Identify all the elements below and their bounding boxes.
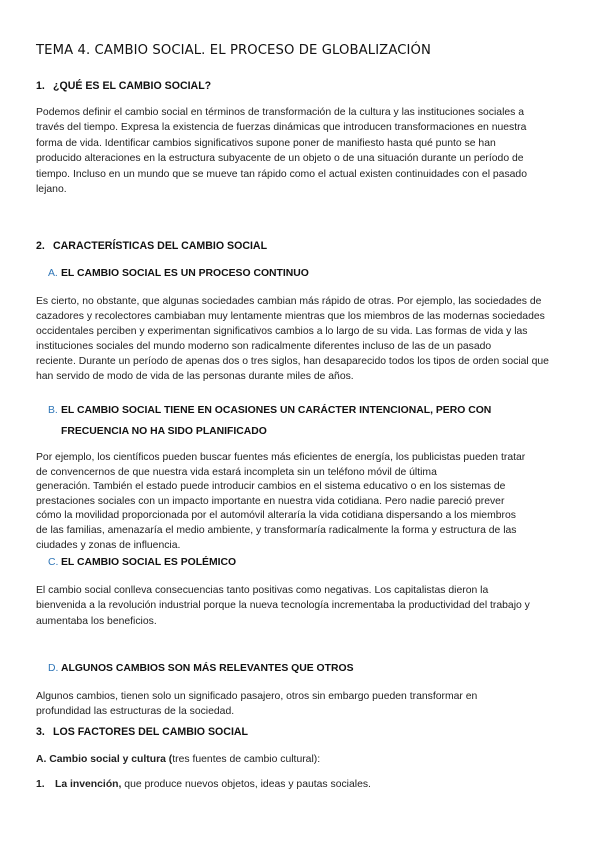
section-3-number: 3.	[36, 726, 45, 738]
list-item-number: 1.	[36, 779, 45, 790]
subsection-d-letter: D.	[48, 663, 59, 674]
paragraph-line: Es cierto, no obstante, que algunas sociedades cambian más rápido de otras. Por ejemplo, las sociedades de	[36, 296, 542, 307]
section-1-heading	[36, 80, 211, 92]
paragraph-line: bienvenida a la revolución industrial porque la nueva tecnología incrementaba la productividad del trabajo y	[36, 600, 530, 612]
paragraph-line: ciudades y zonas de influencia.	[36, 539, 181, 551]
paragraph-line: han servido de modo de vida de las personas durante miles de años.	[36, 371, 354, 383]
paragraph-line: través del tiempo. Expresa la existencia de fuerzas dinámicas que introducen transformaciones en nuestra	[36, 122, 527, 134]
section-2-number: 2.	[36, 240, 45, 252]
paragraph-line: tiempo. Incluso en un mundo que se mueve tan rápido como el actual existen continuidades con el pasado	[36, 168, 527, 180]
invencion-label: La invención,	[55, 779, 122, 790]
subsection-c-letter: C.	[48, 557, 59, 568]
cambio-social-cultura-label: A. Cambio social y cultura (	[36, 754, 173, 765]
paragraph-line: prestaciones sociales con un impacto importante en nuestra vida cotidiana. Pero nadie pareció prever	[36, 495, 505, 507]
paragraph-line: lejano.	[36, 184, 67, 196]
subsection-b-title: EL CAMBIO SOCIAL TIENE EN OCASIONES UN CARÁCTER INTENCIONAL, PERO CON	[61, 405, 492, 416]
paragraph-line: Por ejemplo, los científicos pueden buscar fuentes más eficientes de energía, los publicistas pueden tratar	[36, 452, 526, 463]
section-3-heading	[36, 726, 248, 738]
subsection-d-paragraph	[36, 689, 566, 720]
paragraph-line: de las familias, amenazaría el medio ambiente, y transformaría radicalmente la forma y estructura de las	[36, 524, 517, 536]
subsection-d-heading	[48, 663, 354, 674]
subsection-c-title: EL CAMBIO SOCIAL ES POLÉMICO	[61, 557, 237, 568]
paragraph-line: de convencernos de que nuestra vida estará incompleta sin un teléfono móvil de última	[36, 466, 437, 478]
document-title: TEMA 4. CAMBIO SOCIAL. EL PROCESO DE GLOBALIZACIÓN	[36, 43, 431, 58]
subsection-b-heading-line2: FRECUENCIA NO HA SIDO PLANIFICADO	[61, 426, 267, 437]
paragraph-line: instituciones sociales del mundo moderno son radicalmente diferentes incluso de las de un pasado	[36, 341, 492, 353]
subsection-a-heading	[48, 268, 309, 279]
section-2-title: CARACTERÍSTICAS DEL CAMBIO SOCIAL	[53, 240, 268, 252]
list-item-invencion	[36, 777, 566, 792]
paragraph-line: profundidad las estructuras de la sociedad.	[36, 706, 235, 718]
section-3-title: LOS FACTORES DEL CAMBIO SOCIAL	[53, 726, 249, 738]
paragraph-line: occidentales perciben y experimentan significativos cambios a lo largo de su vida. Las formas de vida y las	[36, 326, 528, 338]
cambio-social-cultura-rest: tres fuentes de cambio cultural):	[172, 754, 321, 765]
section-1-number: 1.	[36, 80, 45, 92]
paragraph-line: aumentaba los beneficios.	[36, 615, 157, 627]
paragraph-line: cómo la movilidad proporcionada por el automóvil alteraría la vida cotidiana dispersando a los miembros	[36, 510, 516, 522]
section-1-title: ¿QUÉ ES EL CAMBIO SOCIAL?	[53, 80, 212, 92]
paragraph-line: forma de vida. Identificar cambios significativos supone poner de manifiesto hasta qué punto se han	[36, 137, 496, 149]
invencion-text: que produce nuevos objetos, ideas y pautas sociales.	[121, 779, 371, 790]
section-2-heading	[36, 240, 267, 252]
subsection-d-title: ALGUNOS CAMBIOS SON MÁS RELEVANTES QUE OTROS	[61, 663, 354, 674]
subsection-a-paragraph	[36, 294, 566, 385]
section-1-paragraph	[36, 105, 566, 197]
subsection-c-heading	[48, 557, 236, 568]
subsection-a-title: EL CAMBIO SOCIAL ES UN PROCESO CONTINUO	[61, 268, 309, 279]
paragraph-line: cazadores y recolectores cambiaban muy lentamente mientras que los miembros de las modernas sociedades	[36, 311, 545, 323]
paragraph-line: generación. También el estado puede introducir cambios en el sistema educativo o en los sistemas de	[36, 481, 506, 493]
section-3-subheading	[36, 752, 566, 767]
paragraph-line: producido alteraciones en la estructura subyacente de un objeto o de una situación durante un período de	[36, 153, 524, 165]
subsection-c-paragraph	[36, 583, 566, 629]
subsection-b-paragraph	[36, 451, 566, 553]
paragraph-line: reciente. Durante un período de apenas dos o tres siglos, han desaparecido todos los tipos de orden social que	[36, 356, 549, 368]
paragraph-line: Algunos cambios, tienen solo un significado pasajero, otros sin embargo pueden transformar en	[36, 691, 478, 702]
subsection-a-letter: A.	[48, 268, 58, 279]
paragraph-line: Podemos definir el cambio social en términos de transformación de la cultura y las instituciones sociales a	[36, 107, 525, 118]
subsection-b-letter: B.	[48, 405, 58, 416]
paragraph-line: El cambio social conlleva consecuencias tanto positivas como negativas. Los capitalistas dieron la	[36, 585, 489, 596]
subsection-b-heading-line1	[48, 405, 491, 416]
